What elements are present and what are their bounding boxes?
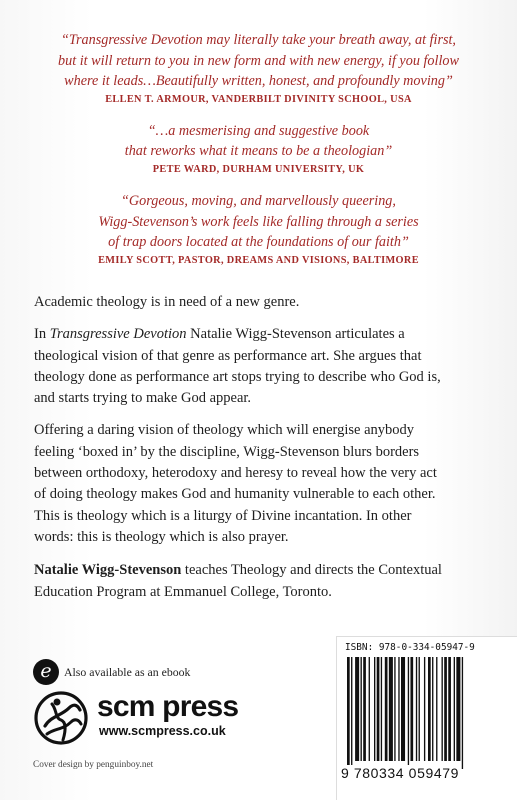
barcode-bar bbox=[398, 657, 399, 761]
barcode-bar bbox=[363, 657, 366, 761]
barcode-bar bbox=[410, 657, 413, 761]
publisher-logo bbox=[33, 690, 253, 746]
quote-line: “Gorgeous, moving, and marvellously queering, bbox=[121, 192, 396, 209]
blurb-text: feeling ‘boxed in’ by the discipline, Wigg-Stevenson blurs borders bbox=[34, 443, 420, 460]
endorsement-attribution: EMILY SCOTT, PASTOR, DREAMS AND VISIONS, BALTIMORE bbox=[98, 254, 419, 266]
blurb-text: theology done as performance art stops trying to describe who God is, bbox=[34, 368, 441, 385]
barcode-bar bbox=[456, 657, 460, 761]
quote-line: but it will return to you in new form and with new energy, if you follow bbox=[58, 52, 459, 69]
barcode-bar bbox=[442, 657, 443, 761]
barcode-bar bbox=[377, 657, 380, 761]
blurb-text: This is theology which is a liturgy of Divine incantation. In other bbox=[34, 507, 412, 524]
barcode-bar bbox=[347, 657, 350, 769]
endorsement-1 bbox=[0, 30, 517, 107]
endorsement-text bbox=[0, 30, 517, 92]
e-book-icon: e bbox=[33, 659, 59, 685]
endorsement-2 bbox=[0, 121, 517, 177]
barcode-bar bbox=[448, 657, 451, 761]
quote-line: that reworks what it means to be a theologian” bbox=[124, 143, 393, 160]
scm-press-globe-icon bbox=[33, 690, 91, 746]
barcode-bar bbox=[351, 657, 352, 769]
barcode-bar bbox=[385, 657, 388, 761]
barcode-bar bbox=[381, 657, 382, 761]
barcode-panel bbox=[336, 636, 517, 800]
blurb-text: Offering a daring vision of theology which will energise anybody bbox=[34, 422, 415, 439]
blurb-text: Education Program at Emmanuel College, Toronto. bbox=[34, 583, 332, 600]
barcode-bar bbox=[361, 657, 362, 761]
barcode-bar bbox=[416, 657, 417, 761]
barcode-bar bbox=[389, 657, 393, 761]
barcode-icon bbox=[345, 657, 511, 769]
barcode-bar bbox=[374, 657, 375, 761]
endorsement-text bbox=[0, 191, 517, 253]
barcode-bar bbox=[419, 657, 420, 761]
barcode-bar bbox=[369, 657, 370, 761]
barcode-bar bbox=[436, 657, 437, 761]
blurb-text: In bbox=[34, 326, 50, 343]
author-name: Natalie Wigg-Stevenson bbox=[34, 562, 182, 579]
cover-design-credit: Cover design by penguinboy.net bbox=[33, 760, 154, 770]
barcode-bar bbox=[462, 657, 463, 769]
publisher-url[interactable]: www.scmpress.co.uk bbox=[99, 724, 226, 738]
blurb-text: of doing theology makes God and humanity vulnerable to each other. bbox=[34, 486, 436, 503]
author-bio bbox=[34, 560, 494, 603]
blurb-text: Natalie Wigg-Stevenson articulates a bbox=[186, 326, 405, 343]
barcode-bar bbox=[408, 657, 409, 769]
quote-line: Wigg-Stevenson’s work feels like falling through a series bbox=[98, 213, 419, 230]
endorsement-3 bbox=[0, 191, 517, 268]
barcode-bar bbox=[454, 657, 455, 761]
isbn-label: ISBN: 978-0-334-05947-9 bbox=[345, 642, 475, 653]
endorsement-text bbox=[0, 121, 517, 162]
blurb-paragraph-3 bbox=[34, 420, 494, 548]
endorsement-attribution: PETE WARD, DURHAM UNIVERSITY, UK bbox=[152, 163, 365, 175]
blurb-intro: Academic theology is in need of a new genre. bbox=[34, 294, 300, 310]
barcode-bar bbox=[428, 657, 431, 761]
quote-line: where it leads…Beautifully written, honest, and profoundly moving” bbox=[64, 73, 453, 90]
blurb-text: teaches Theology and directs the Contextual bbox=[181, 562, 442, 579]
endorsement-attribution: ELLEN T. ARMOUR, VANDERBILT DIVINITY SCHOOL, USA bbox=[105, 93, 412, 105]
blurb-text: theological vision of that genre as performance art. She argues that bbox=[34, 347, 422, 364]
barcode-bar bbox=[394, 657, 395, 761]
barcode-digits: 9 780334 059479 bbox=[341, 765, 459, 781]
ebook-label: Also available as an ebook bbox=[64, 665, 191, 679]
book-description bbox=[34, 292, 494, 614]
barcode-bar bbox=[401, 657, 405, 761]
barcode-bar bbox=[424, 657, 425, 761]
barcode-bar bbox=[355, 657, 359, 761]
book-title: Transgressive Devotion bbox=[49, 326, 187, 343]
blurb-paragraph-2 bbox=[34, 324, 494, 409]
barcode-bar bbox=[444, 657, 447, 761]
blurb-text: and starts trying to make God appear. bbox=[34, 390, 252, 407]
quote-line: “…a mesmerising and suggestive book bbox=[147, 122, 370, 139]
quote-line: “Transgressive Devotion may literally take your breath away, at first, bbox=[61, 32, 456, 48]
endorsements bbox=[0, 30, 517, 268]
publisher-name: scm press bbox=[97, 690, 239, 723]
quote-line: of trap doors located at the foundations of our faith” bbox=[108, 234, 409, 251]
blurb-text: words: this is theology which is also prayer. bbox=[34, 528, 289, 545]
blurb-text: between orthodoxy, heterodoxy and heresy to reveal how the very act bbox=[34, 465, 437, 482]
barcode-bar bbox=[432, 657, 433, 761]
